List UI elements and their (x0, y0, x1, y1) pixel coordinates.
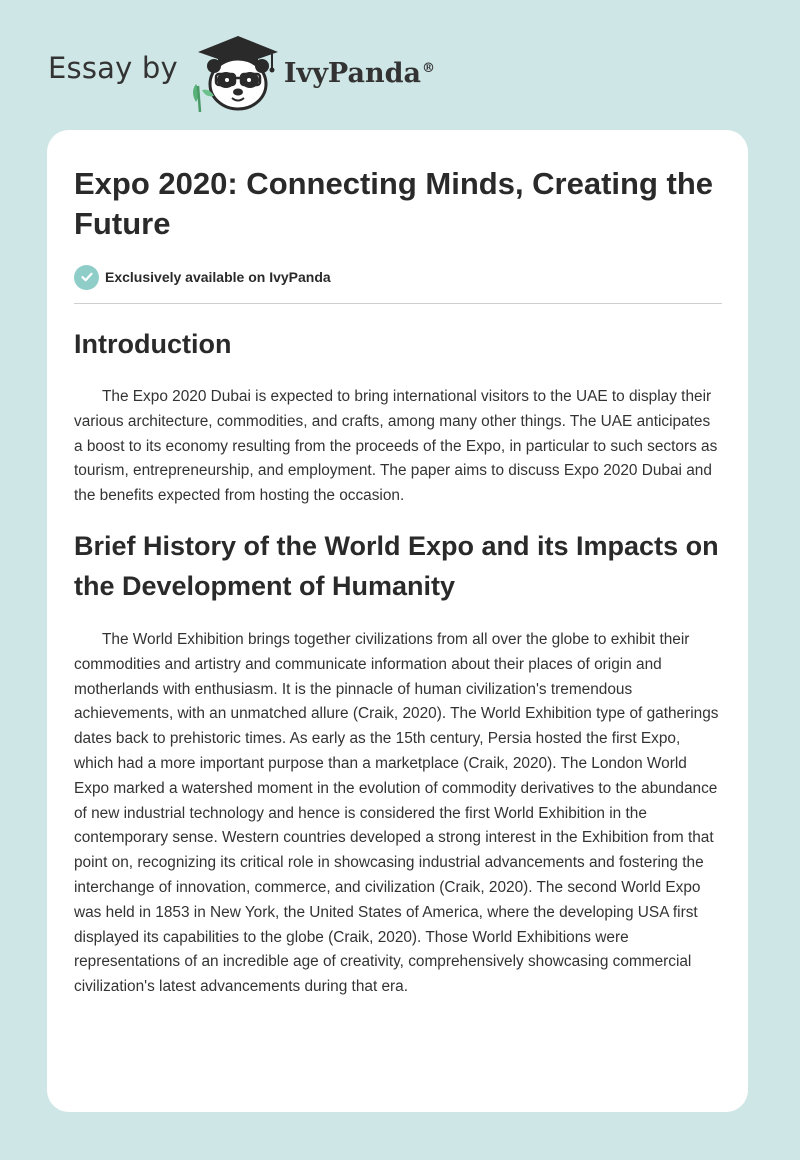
check-icon (74, 265, 99, 290)
section-heading-introduction: Introduction (74, 329, 232, 359)
essay-by-label: Essay by (48, 51, 178, 85)
panda-logo-icon (188, 28, 280, 114)
section-paragraph-introduction: The Expo 2020 Dubai is expected to bring international visitors to the UAE to display their various architecture, commodities, and crafts, among many other things. The UAE anticipates a boost to its economy resulting from the proceeds of the Expo, in particular to such sectors as tourism, entrepreneurship, and employment. The paper aims to discuss Expo 2020 Dubai and the benefits expected from hosting the occasion. (74, 388, 718, 505)
essay-title: Expo 2020: Connecting Minds, Creating the Future (74, 166, 714, 241)
exclusive-text: Exclusively available on IvyPanda (105, 269, 331, 285)
essay-card (47, 130, 748, 1112)
exclusive-badge (74, 264, 331, 290)
section-heading-history: Brief History of the World Expo and its Impacts on the Development of Humanity (74, 531, 719, 601)
divider (74, 303, 722, 304)
site-header (48, 28, 435, 114)
section-paragraph-history: The World Exhibition brings together civilizations from all over the globe to exhibit their commodities and artistry and communicate information about their places of origin and motherlands with enthusiasm. It is the pinnacle of human civilization's tremendous achievements, with an unmatched allure (Craik, 2020). The World Exhibition type of gatherings dates back to prehistoric times. As early as the 15th century, Persia hosted the first Expo, which had a more important purpose than a marketplace (Craik, 2020). The London World Expo marked a watershed moment in the evolution of commodity derivatives to the abundance of new industrial technology and hence is considered the first World Exhibition in the contemporary sense. Western countries developed a strong interest in the Exhibition from that point on, recognizing its critical role in showcasing industrial advancements and fostering the interchange of innovation, commerce, and civilization (Craik, 2020). The second World Expo was held in 1853 in New York, the United States of America, where the developing USA first displayed its capabilities to the globe (Craik, 2020). Those World Exhibitions were representations of an incredible age of creativity, comprehensively showcasing commercial civilization's latest advancements during that era. (74, 631, 719, 996)
brand-name: IvyPanda® (283, 57, 435, 89)
